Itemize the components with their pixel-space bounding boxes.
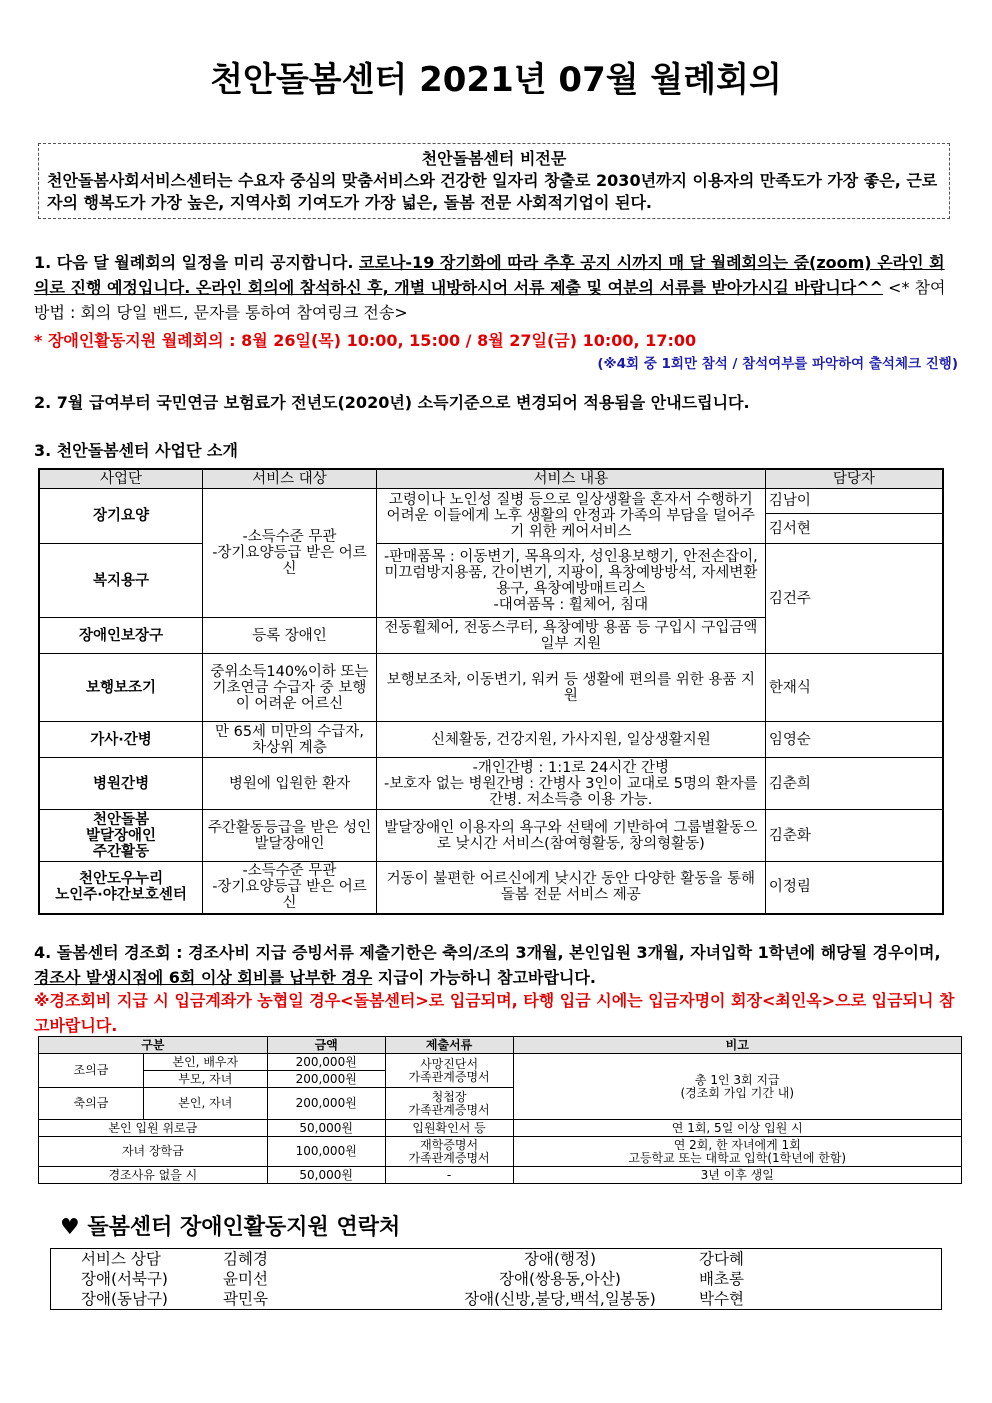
table-cell: 한재식 (765, 654, 943, 722)
table-cell: 가사·간병 (39, 722, 203, 758)
table-cell: 중위소득140%이하 또는 기초연금 수급자 중 보행이 어려운 어르신 (203, 654, 377, 722)
section-4-condition: 경조사 발생시점에 6회 이상 회비를 납부한 경우 (34, 968, 373, 987)
col-header: 구분 (39, 1037, 268, 1054)
contact-name: 강다혜 (699, 1250, 744, 1268)
contact-box (50, 1248, 942, 1310)
table-cell: 조의금 (39, 1054, 144, 1088)
contact-role: 장애(쌍용동,아산) (499, 1270, 621, 1288)
table-cell: 보행보조차, 이동변기, 워커 등 생활에 편의를 위한 용품 지원 (376, 654, 765, 722)
table-cell: 김건주 (765, 544, 943, 654)
table-cell: 김춘화 (765, 810, 943, 862)
table-cell: 김남이 (765, 489, 943, 514)
table-cell: 본인, 자녀 (143, 1088, 267, 1120)
table-cell: 등록 장애인 (203, 618, 377, 654)
contact-role: 장애(신방,불당,백석,일봉동) (464, 1290, 656, 1308)
table-cell: 복지용구 (39, 544, 203, 618)
table-cell: -소득수준 무관 -장기요양등급 받은 어르신 (203, 862, 377, 914)
contact-name: 곽민욱 (223, 1290, 268, 1308)
col-header: 제출서류 (385, 1037, 513, 1054)
meeting-schedule: * 장애인활동지원 월례회의 : 8월 26일(목) 10:00, 15:00 / 8월 27일(금) 10:00, 17:00 (34, 331, 697, 350)
table-cell: -판매품목 : 이동변기, 목욕의자, 성인용보행기, 안전손잡이, 미끄럼방지용품, 간이변기, 지팡이, 욕창예방방석, 자세변환용구, 욕창예방매트리스 -대여품목 : 휠체어, 침대 (376, 544, 765, 618)
section-1-online-notice: 코로나-19 장기화에 따라 추후 공지 시까지 매 달 월례회의는 줌(zoom) 온라인 회의로 진행 예정입니다. 온라인 회의에 참석하신 후, 개별 내방하시어 서류 제출 및 여분의 서류를 받아가시길 바랍니다^^ (34, 253, 945, 297)
table-cell: 장기요양 (39, 489, 203, 544)
table-cell: -소득수준 무관 -장기요양등급 받은 어르신 (203, 489, 377, 618)
section-2: 2. 7월 급여부터 국민연금 보험료가 전년도(2020년) 소득기준으로 변경되어 적용됨을 안내드립니다. (34, 393, 750, 412)
col-header: 금액 (267, 1037, 385, 1054)
table-cell: 김서현 (765, 514, 943, 544)
table-cell: 김춘희 (765, 758, 943, 810)
table-cell: 자녀 장학금 (39, 1137, 268, 1167)
table-cell: -개인간병 : 1:1로 24시간 간병 -보호자 없는 병원간병 : 간병사 3인이 교대로 5명의 환자를 간병. 저소득층 이용 가능. (376, 758, 765, 810)
table-cell: 3년 이후 생일 (513, 1167, 962, 1184)
table-cell: 신체활동, 건강지원, 가사지원, 일상생활지원 (376, 722, 765, 758)
col-header: 비고 (513, 1037, 962, 1054)
table-cell: 100,000원 (267, 1137, 385, 1167)
section-4-intro: 4. 돌봄센터 경조회 : 경조사비 지급 증빙서류 제출기한은 축의/조의 3개월, 본인입원 3개월, 자녀입학 1학년에 해당될 경우이며, (34, 943, 941, 962)
table-cell: 청첩장 가족관계증명서 (385, 1088, 513, 1120)
contact-name: 윤미선 (223, 1270, 268, 1288)
contact-role: 장애(서북구) (81, 1270, 168, 1288)
table-cell: 축의금 (39, 1088, 144, 1120)
table-cell: 본인 입원 위로금 (39, 1120, 268, 1137)
table-cell: 연 2회, 한 자녀에게 1회 고등학교 또는 대학교 입학(1학년에 한함) (513, 1137, 962, 1167)
section-1 (34, 250, 960, 325)
service-table (38, 468, 944, 915)
table-cell: 부모, 자녀 (143, 1071, 267, 1088)
table-cell: 경조사유 없을 시 (39, 1167, 268, 1184)
contact-role: 장애(동남구) (81, 1290, 168, 1308)
section-1-method: <* 참여방법 : 회의 당일 밴드, 문자를 통하여 참여링크 전송> (34, 278, 946, 322)
table-cell: 200,000원 (267, 1088, 385, 1120)
table-cell: 발달장애인 이용자의 욕구와 선택에 기반하여 그룹별활동으로 낮시간 서비스(참여형활동, 창의형활동) (376, 810, 765, 862)
table-cell: 병원에 입원한 환자 (203, 758, 377, 810)
table-cell: 이정림 (765, 862, 943, 914)
table-cell: 50,000원 (267, 1167, 385, 1184)
table-cell: 주간활동등급을 받은 성인 발달장애인 (203, 810, 377, 862)
table-cell: 연 1회, 5일 이상 입원 시 (513, 1120, 962, 1137)
table-cell: 병원간병 (39, 758, 203, 810)
table-cell: 총 1인 3회 지급 (경조회 가입 기간 내) (513, 1054, 962, 1120)
contact-name: 김혜경 (223, 1250, 268, 1268)
contact-heading: ♥ 돌봄센터 장애인활동지원 연락처 (60, 1215, 401, 1240)
section-4-red-note: ※경조회비 지급 시 입금계좌가 농협일 경우<돌봄센터>로 입금되며, 타행 입금 시에는 입금자명이 회장<최인옥>으로 입금되니 참고바랍니다. (34, 991, 955, 1035)
page-title: 천안돌봄센터 2021년 07월 월례회의 (210, 60, 782, 100)
section-1-intro: 1. 다음 달 월례회의 일정을 미리 공지합니다. (34, 253, 360, 272)
col-header: 사업단 (39, 469, 203, 489)
col-header: 서비스 대상 (203, 469, 377, 489)
fee-table (38, 1036, 962, 1184)
table-cell: 천안도우누리 노인주·야간보호센터 (39, 862, 203, 914)
section-4-end: 지급이 가능하니 참고바랍니다. (372, 968, 596, 987)
table-cell: 50,000원 (267, 1120, 385, 1137)
table-cell: 임영순 (765, 722, 943, 758)
table-cell: 만 65세 미만의 수급자, 차상위 계층 (203, 722, 377, 758)
table-cell: 전동휠체어, 전동스쿠터, 욕창예방 용품 등 구입시 구입금액 일부 지원 (376, 618, 765, 654)
contact-name: 배초롱 (699, 1270, 744, 1288)
table-cell: - (385, 1167, 513, 1184)
contact-role: 서비스 상담 (81, 1250, 161, 1268)
vision-heading: 천안돌봄센터 비전문 (421, 149, 567, 168)
vision-box (38, 143, 950, 219)
vision-body: 천안돌봄사회서비스센터는 수요자 중심의 맞춤서비스와 건강한 일자리 창출로 2030년까지 이용자의 만족도가 가장 좋은, 근로자의 행복도가 가장 높은, 지역사회 기여도가 가장 넓은, 돌봄 전문 사회적기업이 된다. (47, 171, 938, 212)
table-cell: 본인, 배우자 (143, 1054, 267, 1071)
section-4 (34, 940, 960, 990)
attendance-note: (※4회 중 1회만 참석 / 참석여부를 파악하여 출석체크 진행) (597, 356, 958, 372)
table-cell: 천안돌봄 발달장애인 주간활동 (39, 810, 203, 862)
table-cell: 200,000원 (267, 1054, 385, 1071)
contact-name: 박수현 (699, 1290, 744, 1308)
section-3-heading: 3. 천안돌봄센터 사업단 소개 (34, 441, 238, 460)
col-header: 담당자 (765, 469, 943, 489)
table-cell: 재학증명서 가족관계증명서 (385, 1137, 513, 1167)
table-cell: 입원확인서 등 (385, 1120, 513, 1137)
table-cell: 보행보조기 (39, 654, 203, 722)
table-cell: 거동이 불편한 어르신에게 낮시간 동안 다양한 활동을 통해 돌봄 전문 서비스 제공 (376, 862, 765, 914)
table-cell: 장애인보장구 (39, 618, 203, 654)
table-cell: 200,000원 (267, 1071, 385, 1088)
table-cell: 고령이나 노인성 질병 등으로 일상생활을 혼자서 수행하기 어려운 이들에게 노후 생활의 안정과 가족의 부담을 덜어주기 위한 케어서비스 (376, 489, 765, 544)
col-header: 서비스 내용 (376, 469, 765, 489)
contact-role: 장애(행정) (524, 1250, 596, 1268)
table-cell: 사망진단서 가족관계증명서 (385, 1054, 513, 1088)
